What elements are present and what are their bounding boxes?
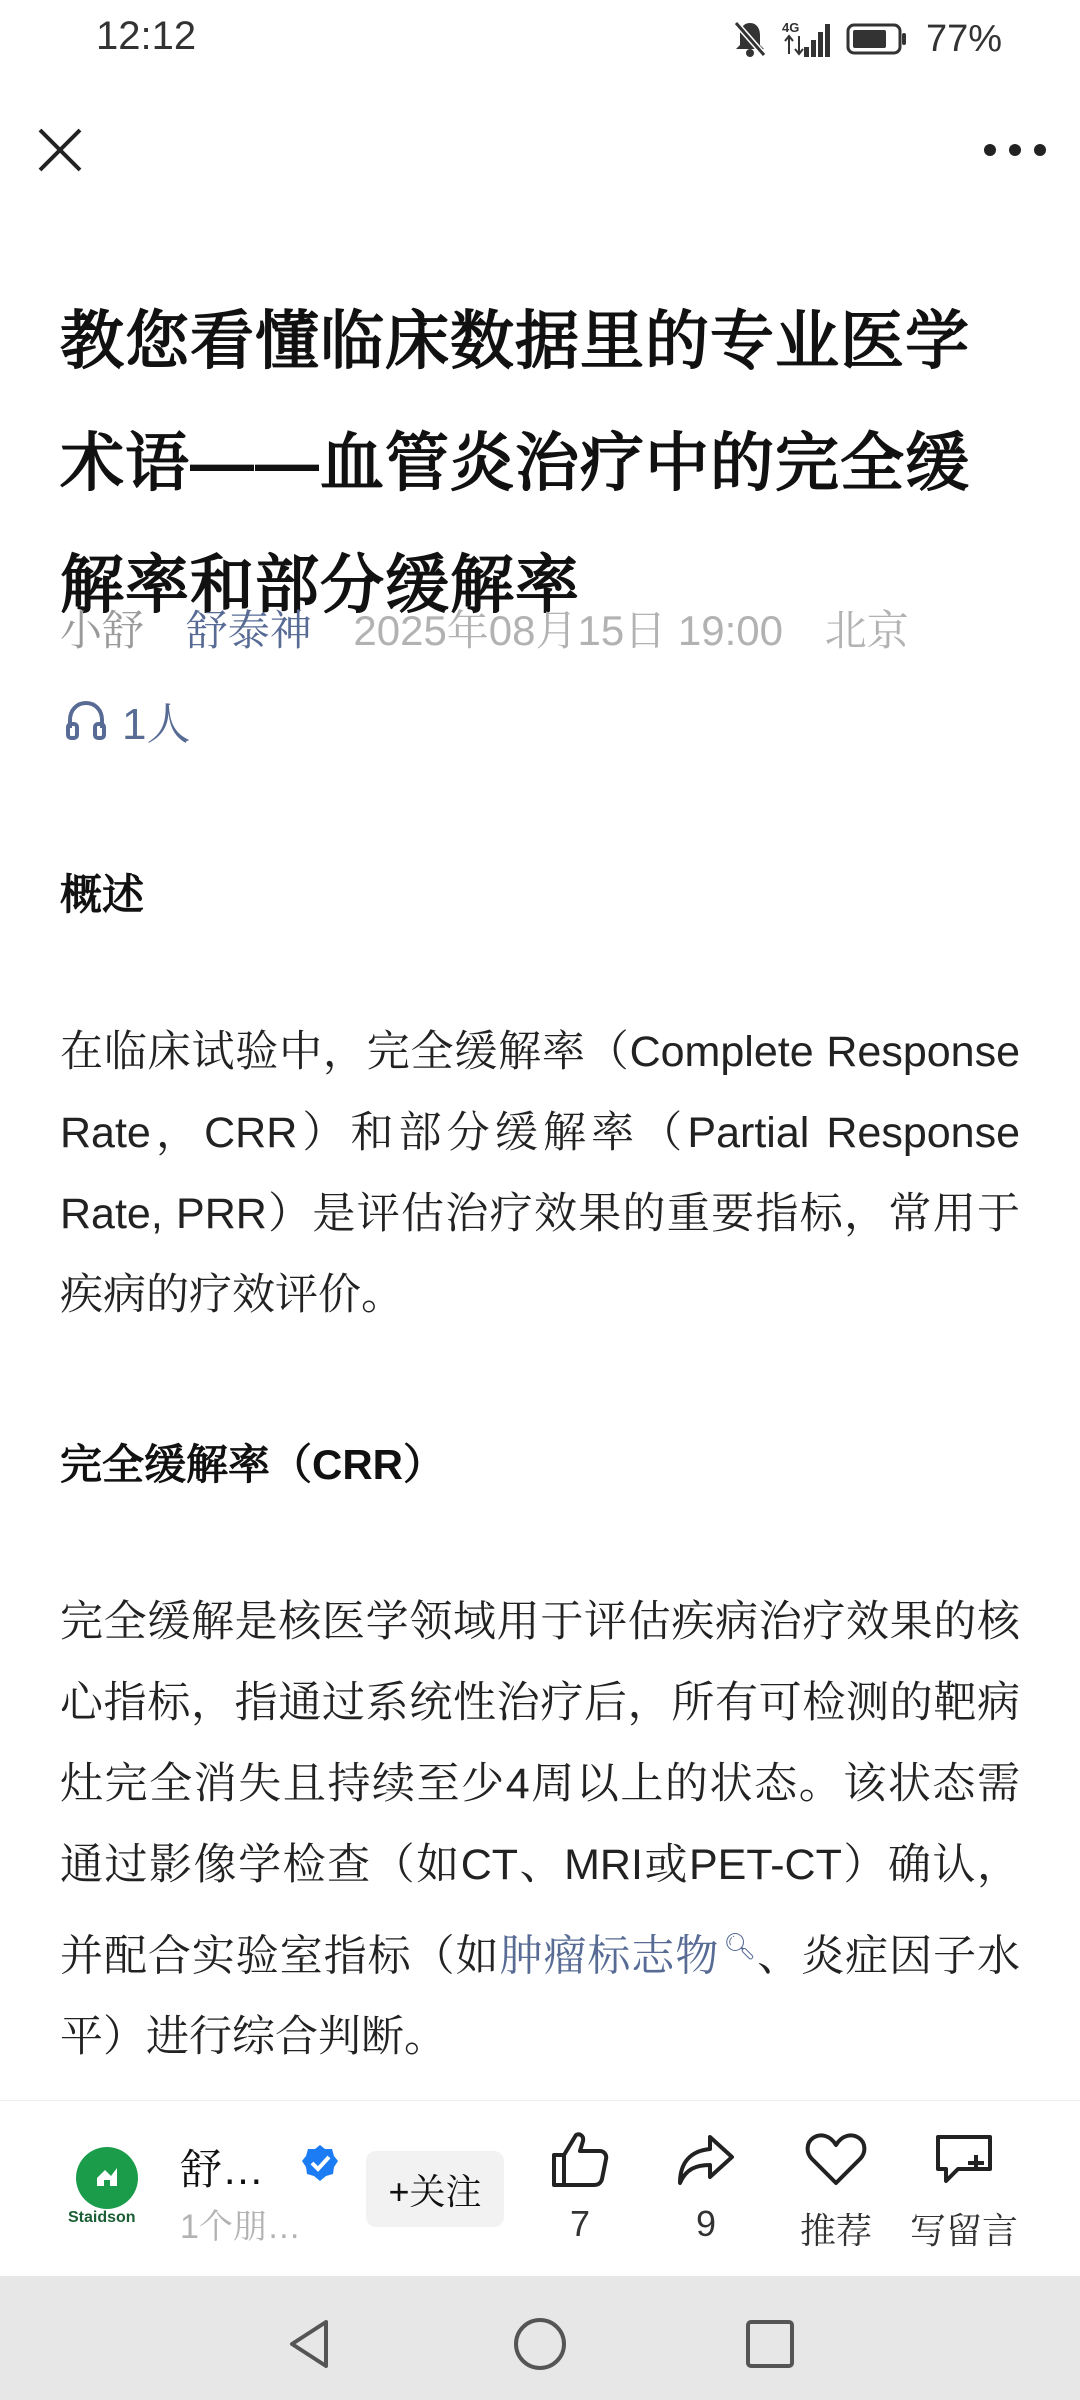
more-dots-icon: [980, 122, 1050, 178]
listener-count: 1人: [122, 700, 191, 749]
nav-back-button[interactable]: [280, 2314, 340, 2374]
paragraph-crr-text-1: 完全缓解是核医学领域用于评估疾病治疗效果的核心指标，指通过系统性治疗后，所有可检测的靶病灶完全消失且持续至少4周以上的状态。该状态需通过影像学检查（如CT、MRI或PET-CT）确认，并配合实验室指标（如: [60, 1598, 1020, 1981]
recents-square-icon: [740, 2314, 800, 2374]
article-meta: [60, 598, 1040, 658]
account-friends-count: 1个朋…: [180, 2208, 301, 2246]
account-link[interactable]: 舒泰神: [185, 607, 312, 654]
publish-location: 北京: [824, 607, 909, 654]
nav-recents-button[interactable]: [740, 2314, 800, 2374]
recommend-label: 推荐: [799, 2210, 872, 2251]
paragraph-overview: 在临床试验中，完全缓解率（Complete Response Rate，CRR）和部分缓解率（Partial Response Rate, PRR）是评估治疗效果的重要指标，常用于疾病的疗效评价。: [60, 1028, 1020, 1319]
status-bar: [0, 0, 1080, 80]
share-count: 9: [695, 2203, 717, 2244]
section-heading-crr: 完全缓解率（CRR）: [60, 1441, 445, 1488]
status-icons: [732, 14, 1002, 64]
share-button[interactable]: [646, 2129, 766, 2245]
article-title: 教您看懂临床数据里的专业医学术语——血管炎治疗中的完全缓解率和部分缓解率: [60, 305, 970, 621]
tumor-marker-link[interactable]: 肿瘤标志物: [499, 1932, 720, 1981]
battery-percentage: 77%: [925, 17, 1002, 60]
heart-icon: [804, 2129, 868, 2189]
close-button[interactable]: [32, 122, 88, 178]
verified-badge-icon: [300, 2143, 340, 2183]
brand-logo-icon: [85, 2156, 129, 2200]
write-comment-label: 写留言: [909, 2210, 1018, 2251]
account-name[interactable]: 舒…: [180, 2146, 265, 2193]
close-icon: [32, 122, 88, 178]
top-bar: [0, 100, 1080, 200]
paragraph-crr: [60, 1582, 1020, 2078]
back-triangle-icon: [280, 2314, 340, 2374]
account-avatar[interactable]: [76, 2147, 138, 2209]
thumbs-up-icon: [548, 2129, 612, 2189]
avatar-caption: Staidson: [68, 2209, 136, 2226]
listen-button[interactable]: [64, 688, 190, 752]
mute-bell-icon: [732, 19, 768, 59]
like-button[interactable]: [520, 2129, 640, 2245]
paragraph-crr-text-2: 、炎症因子水平）进行综合判断。: [60, 1932, 1021, 2062]
write-comment-button[interactable]: [904, 2129, 1024, 2254]
system-navigation-bar: [0, 2276, 1080, 2400]
bottom-action-bar: [0, 2100, 1080, 2277]
nav-home-button[interactable]: [510, 2314, 570, 2374]
share-arrow-icon: [674, 2129, 738, 2189]
svg-text:4G: 4G: [781, 20, 800, 35]
follow-button[interactable]: +关注: [366, 2151, 504, 2227]
headphones-icon: [64, 698, 108, 742]
signal-icon: [782, 19, 832, 59]
comment-add-icon: [932, 2129, 996, 2189]
more-options-button[interactable]: [980, 122, 1050, 178]
status-time: 12:12: [96, 14, 197, 58]
battery-icon: [846, 22, 908, 56]
home-circle-icon: [510, 2314, 570, 2374]
like-count: 7: [569, 2203, 591, 2244]
article-author: 小舒: [60, 607, 145, 654]
section-heading-overview: 概述: [60, 871, 145, 918]
recommend-button[interactable]: [776, 2129, 896, 2254]
search-icon[interactable]: 🔍︎: [723, 1931, 757, 1961]
publish-date: 2025年08月15日 19:00: [353, 607, 784, 654]
